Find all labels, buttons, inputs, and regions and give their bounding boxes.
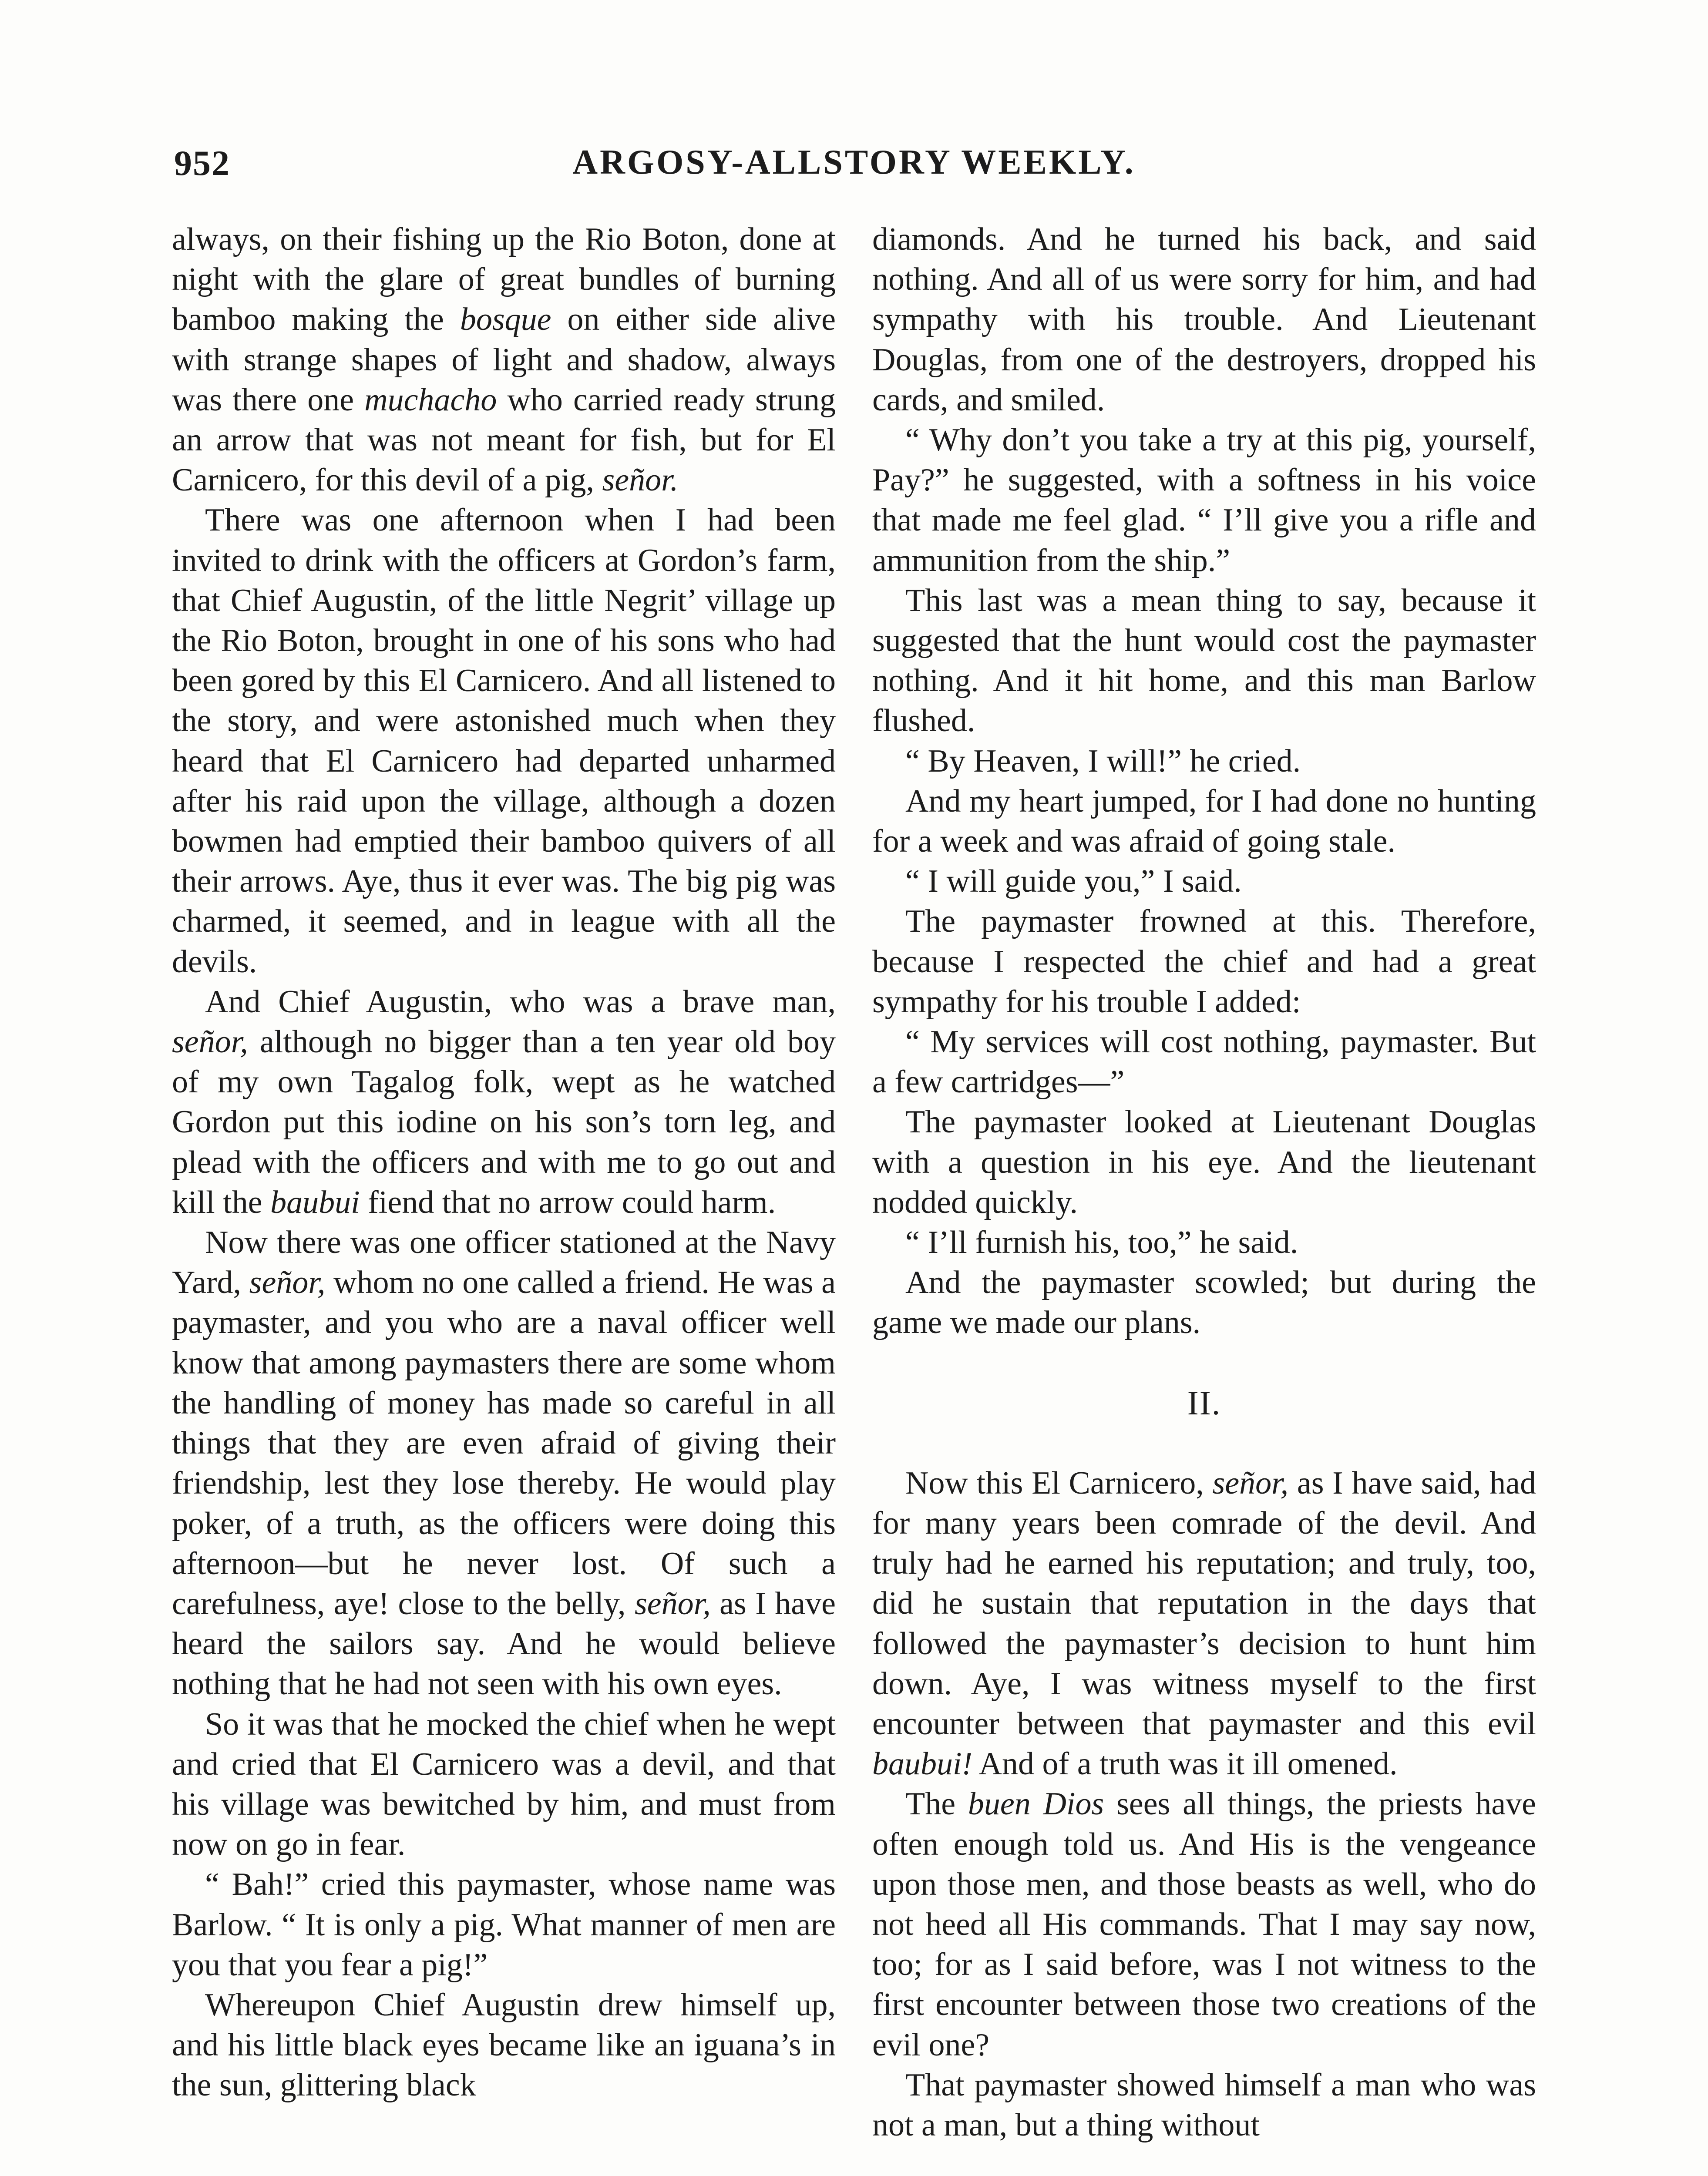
paragraph: “ I will guide you,” I said. [905,863,1242,900]
section-heading: II. [1187,1384,1221,1422]
paragraph: And Chief Augustin, who was a brave man, señor, although no bigger than a ten year old boy of my own Tagalog folk, wept as he watched Gordon put this iodine on his son’s torn leg, and plead with the officers and with me to go out and kill the baubui fiend that no arrow could harm. [172,984,836,1220]
paragraph: “ By Heaven, I will!” he cried. [905,743,1301,779]
paragraph: “ Bah!” cried this paymaster, whose name was Barlow. “ It is only a pig. What manner of men are you that you fear a pig!” [172,1867,836,1983]
paragraph: There was one afternoon when I had been invited to drink with the officers at Gordon’s farm, that Chief Augustin, of the little Negrit’ village up the Rio Boton, brought in one of his sons who had been gored by this El Carnicero. And all listened to the story, and were astonished much when they heard that El Carnicero had departed unharmed after his raid upon the village, although a dozen bowmen had emptied their bamboo quivers of all their arrows. Aye, thus it ever was. The big pig was charmed, it seemed, and in league with all the devils. [172,502,836,980]
paragraph: “ Why don’t you take a try at this pig, yourself, Pay?” he suggested, with a softness in his voice that made me feel glad. “ I’ll give you a rifle and ammunition from the ship.” [872,422,1536,578]
paragraph: “ I’ll furnish his, too,” he said. [905,1225,1298,1261]
paragraph: Now there was one officer stationed at the Navy Yard, señor, whom no one called a friend. He was a paymaster, and you who are a naval officer well know that among paymasters there are some whom the handling of money has made so careful in all things that they are even afraid of giving their friendship, lest they lose thereby. He would play poker, of a truth, as the officers were doing this afternoon—but he never lost. Of such a carefulness, aye! close to the belly, señor, as I have heard the sailors say. And he would believe nothing that he had not seen with his own eyes. [172,1225,836,1702]
paragraph: And my heart jumped, for I had done no hunting for a week and was afraid of going stale. [872,783,1536,860]
paragraph: always, on their fishing up the Rio Boton, done at night with the glare of great bundles of burning bamboo making the bosque on either side alive with strange shapes of light and shadow, always was there one muchacho who carried ready strung an arrow that was not meant for fish, but for El Carnicero, for this devil of a pig, señor. [172,222,836,498]
paragraph: So it was that he mocked the chief when he wept and cried that El Carnicero was a devil, and that his village was bewitched by him, and must from now on go in fear. [172,1706,836,1863]
paragraph: The buen Dios sees all things, the priests have often enough told us. And His is the vengeance upon those men, and those beasts as well, who do not heed all His commands. That I may say now, too; for as I said before, was I not witness to the first encounter between those two creations of the evil one? [872,1786,1536,2063]
paragraph: That paymaster showed himself a man who was not a man, but a thing without [872,2067,1536,2143]
paragraph: And the paymaster scowled; but during the game we made our plans. [872,1265,1536,1341]
right-column [872,219,1536,2145]
running-title: ARGOSY-ALLSTORY WEEKLY. [572,143,1136,181]
page-number: 952 [174,143,230,183]
paragraph: The paymaster looked at Lieutenant Douglas with a question in his eye. And the lieutenant nodded quickly. [872,1104,1536,1220]
paragraph: “ My services will cost nothing, paymaster. But a few cartridges—” [872,1024,1536,1100]
left-column [172,219,836,2105]
paragraph: This last was a mean thing to say, because it suggested that the hunt would cost the paymaster nothing. And it hit home, and this man Barlow flushed. [872,582,1536,739]
paragraph: diamonds. And he turned his back, and said nothing. And all of us were sorry for him, and had sympathy with his trouble. And Lieutenant Douglas, from one of the destroyers, dropped his cards, and smiled. [872,222,1536,418]
paragraph: Now this El Carnicero, señor, as I have said, had for many years been comrade of the devil. And truly had he earned his reputation; and truly, too, did he sustain that reputation in the days that followed the paymaster’s decision to hunt him down. Aye, I was witness myself to the first encounter between that paymaster and this evil baubui! And of a truth was it ill omened. [872,1465,1536,1782]
paragraph: The paymaster frowned at this. Therefore, because I respected the chief and had a great sympathy for his trouble I added: [872,903,1536,1020]
paragraph: Whereupon Chief Augustin drew himself up, and his little black eyes became like an iguana’s in the sun, glittering black [172,1987,836,2103]
